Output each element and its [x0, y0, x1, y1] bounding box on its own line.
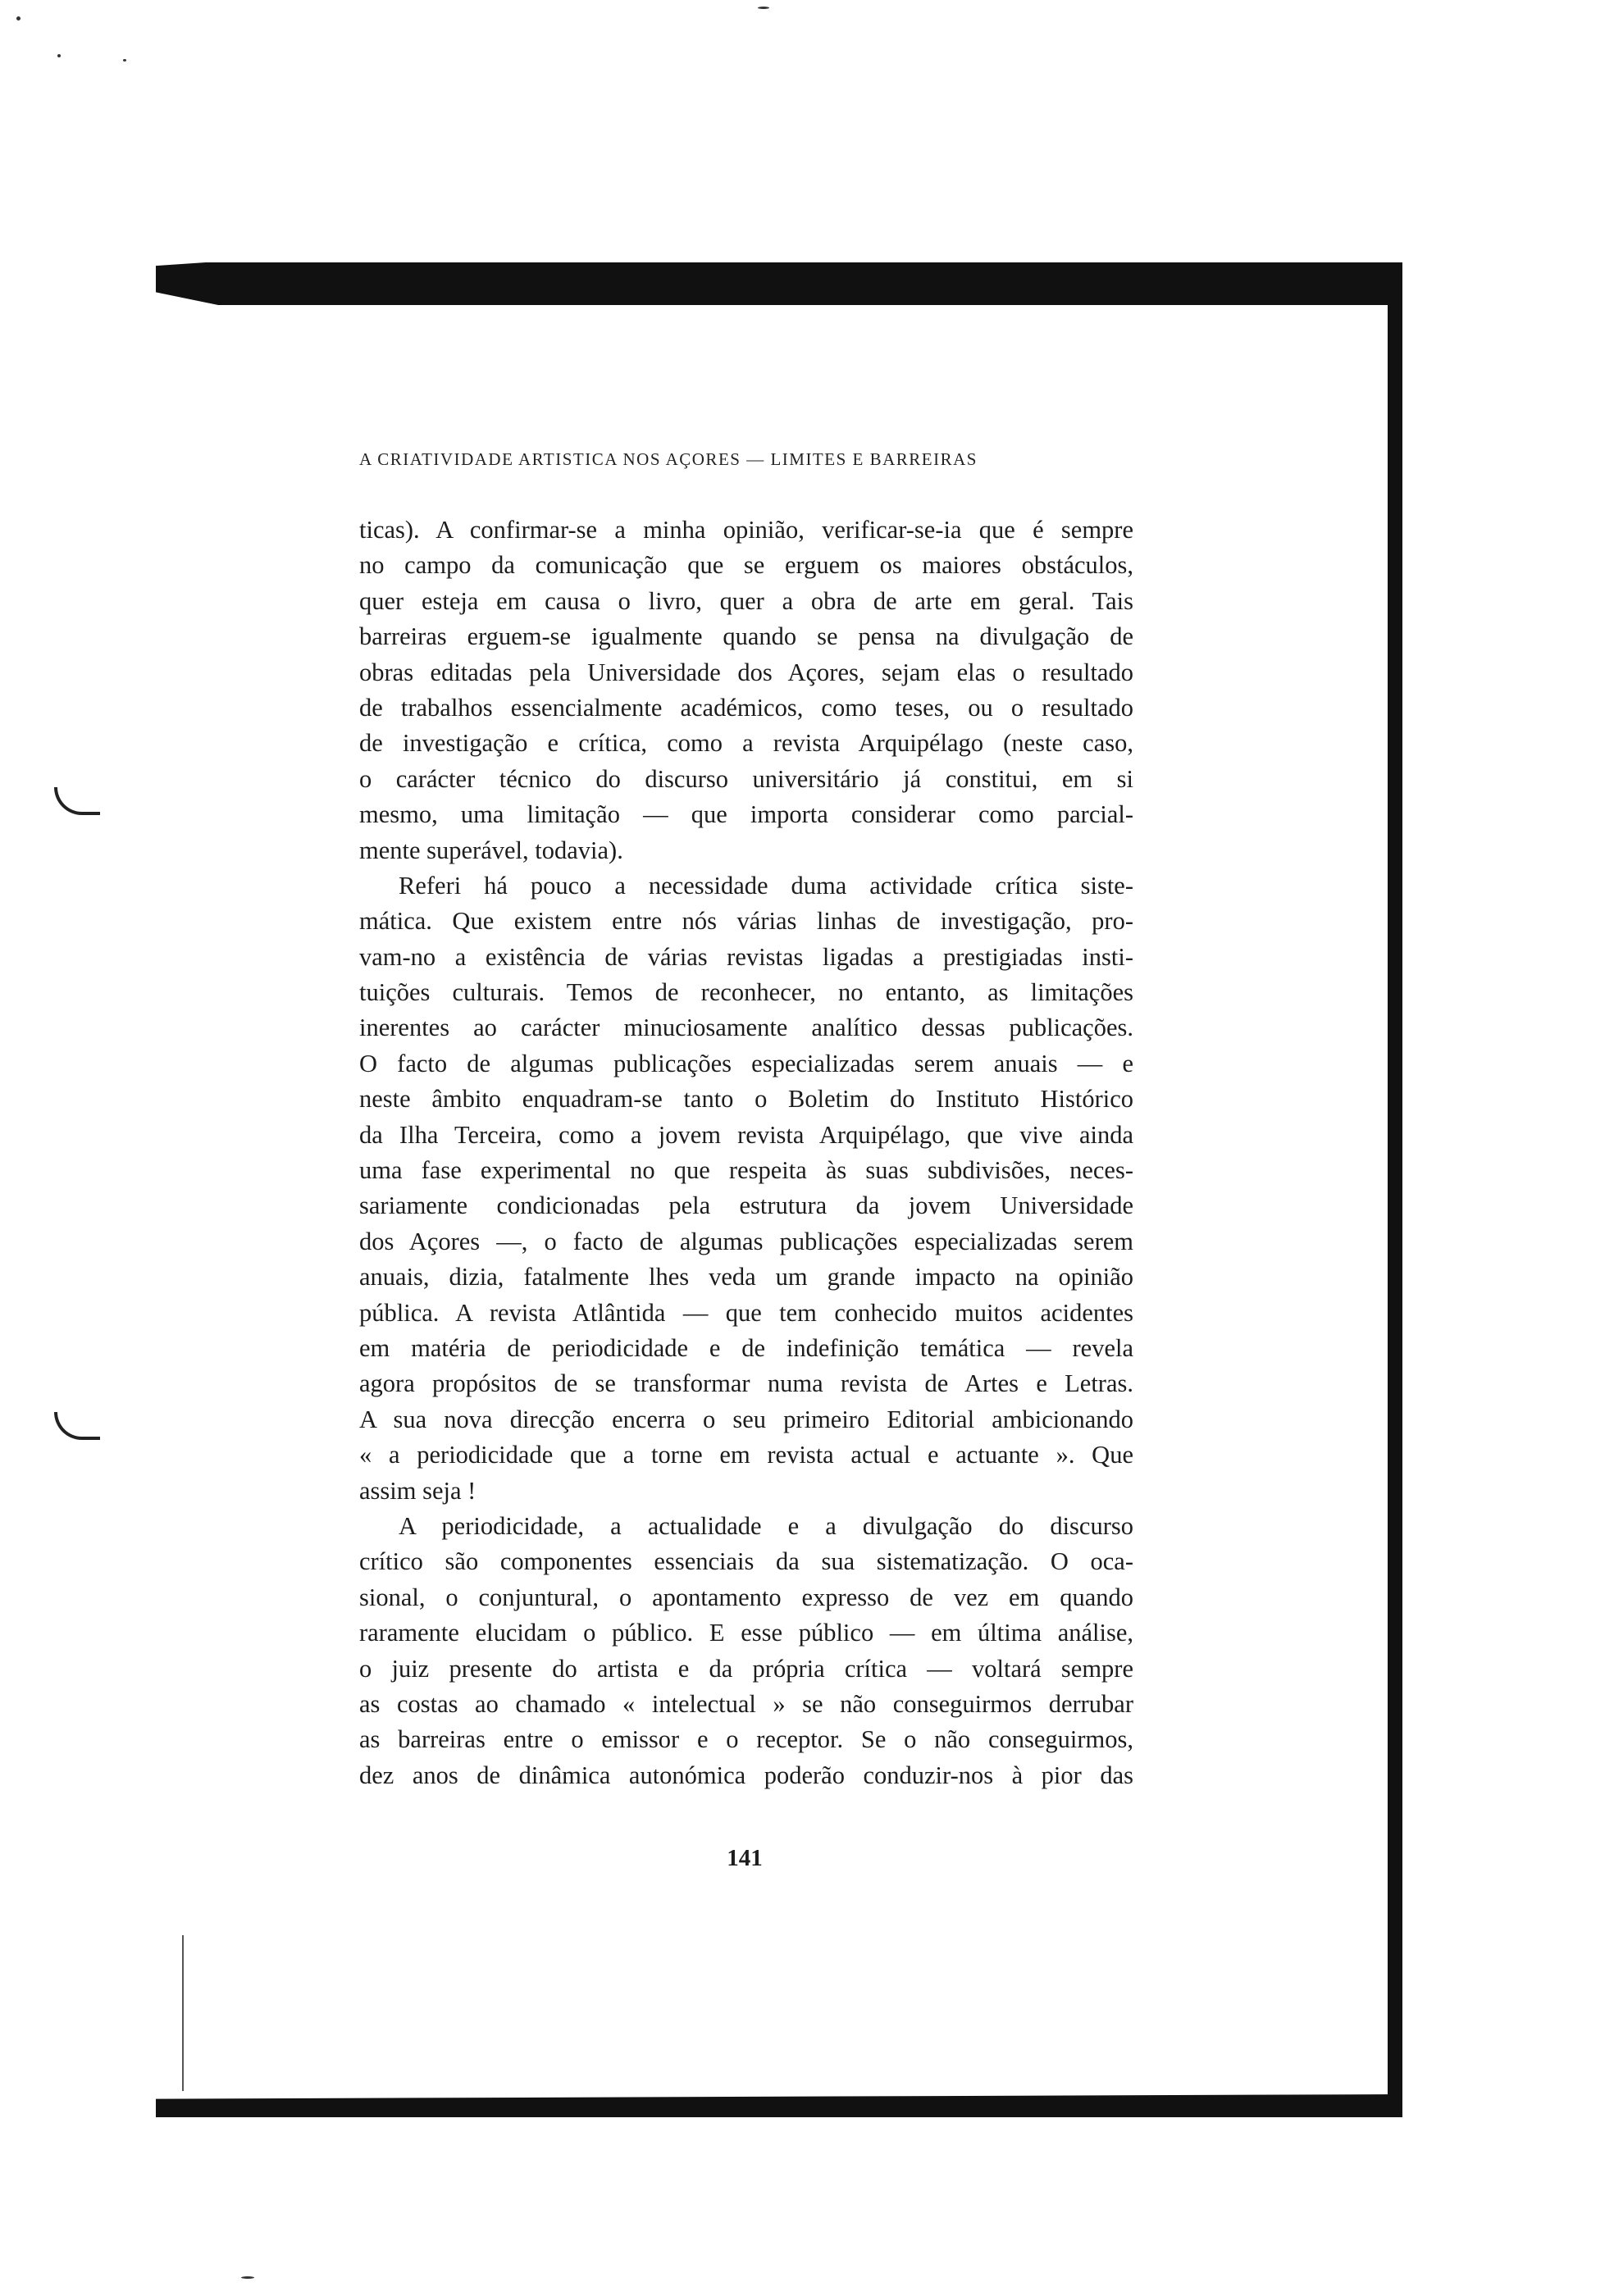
- text-line: A sua nova direcção encerra o seu primeiro Editorial ambicionando: [359, 1405, 1133, 1433]
- text-line: A periodicidade, a actualidade e a divulgação do discurso: [399, 1511, 1133, 1540]
- margin-mark: [54, 1412, 100, 1440]
- body-text: [359, 512, 1133, 1793]
- scan-speck: [241, 2276, 254, 2279]
- text-line: vam-no a existência de várias revistas ligadas a prestigiadas insti-: [359, 942, 1133, 971]
- text-line: dos Açores —, o facto de algumas publicações especializadas serem: [359, 1227, 1133, 1255]
- running-head: A CRIATIVIDADE ARTISTICA NOS AÇORES — LIMITES E BARREIRAS: [359, 449, 978, 469]
- text-line: barreiras erguem-se igualmente quando se pensa na divulgação de: [359, 622, 1133, 651]
- text-line: o juiz presente do artista e da própria crítica — voltará sempre: [359, 1654, 1133, 1683]
- text-line: tuições culturais. Temos de reconhecer, no entanto, as limitações: [359, 978, 1133, 1007]
- text-line: de investigação e crítica, como a revista Arquipélago (neste caso,: [359, 729, 1133, 758]
- text-line: raramente elucidam o público. E esse público — em última análise,: [359, 1619, 1133, 1647]
- scan-speck: [123, 59, 126, 61]
- scan-border-bottom: [156, 2094, 1402, 2117]
- text-line: obras editadas pela Universidade dos Açores, sejam elas o resultado: [359, 658, 1133, 686]
- text-line: pública. A revista Atlântida — que tem conhecido muitos acidentes: [359, 1298, 1133, 1327]
- text-line: uma fase experimental no que respeita às suas subdivisões, neces-: [359, 1156, 1133, 1185]
- scan-border-right: [1388, 262, 1402, 2117]
- text-line: ticas). A confirmar-se a minha opinião, verificar-se-ia que é sempre: [359, 516, 1133, 544]
- page-number: 141: [727, 1845, 763, 1871]
- text-line: as barreiras entre o emissor e o receptor. Se o não conseguirmos,: [359, 1725, 1133, 1754]
- text-line: assim seja !: [359, 1476, 476, 1505]
- text-line: mente superável, todavia).: [359, 836, 623, 864]
- scan-speck: [16, 16, 21, 20]
- text-line: crítico são componentes essenciais da sua sistematização. O oca-: [359, 1547, 1133, 1576]
- text-line: neste âmbito enquadram-se tanto o Boletim do Instituto Histórico: [359, 1085, 1133, 1114]
- text-line: sional, o conjuntural, o apontamento expresso de vez em quando: [359, 1583, 1133, 1611]
- text-line: anuais, dizia, fatalmente lhes veda um grande impacto na opinião: [359, 1263, 1133, 1292]
- text-line: « a periodicidade que a torne em revista actual e actuante ». Que: [359, 1441, 1133, 1469]
- text-line: de trabalhos essencialmente académicos, como teses, ou o resultado: [359, 693, 1133, 722]
- text-line: O facto de algumas publicações especializadas serem anuais — e: [359, 1049, 1133, 1077]
- scan-speck: [57, 54, 61, 57]
- text-line: no campo da comunicação que se erguem os maiores obstáculos,: [359, 551, 1133, 580]
- scan-border-top: [156, 262, 1402, 305]
- text-line: quer esteja em causa o livro, quer a obra de arte em geral. Tais: [359, 586, 1133, 615]
- scan-border-left-tick: [182, 1935, 184, 2091]
- text-line: da Ilha Terceira, como a jovem revista Arquipélago, que vive ainda: [359, 1120, 1133, 1149]
- text-line: mesmo, uma limitação — que importa considerar como parcial-: [359, 800, 1133, 829]
- text-line: Referi há pouco a necessidade duma actividade crítica siste-: [399, 871, 1133, 900]
- text-line: em matéria de periodicidade e de indefinição temática — revela: [359, 1333, 1133, 1362]
- scan-speck: [758, 7, 769, 9]
- text-line: inerentes ao carácter minuciosamente analítico dessas publicações.: [359, 1014, 1133, 1042]
- margin-mark: [54, 787, 100, 815]
- text-line: mática. Que existem entre nós várias linhas de investigação, pro-: [359, 907, 1133, 936]
- text-line: o carácter técnico do discurso universitário já constitui, em si: [359, 764, 1133, 793]
- text-line: as costas ao chamado « intelectual » se não conseguirmos derrubar: [359, 1689, 1133, 1718]
- text-line: agora propósitos de se transformar numa revista de Artes e Letras.: [359, 1369, 1133, 1398]
- text-line: dez anos de dinâmica autonómica poderão conduzir-nos à pior das: [359, 1761, 1133, 1789]
- text-line: sariamente condicionadas pela estrutura da jovem Universidade: [359, 1191, 1133, 1220]
